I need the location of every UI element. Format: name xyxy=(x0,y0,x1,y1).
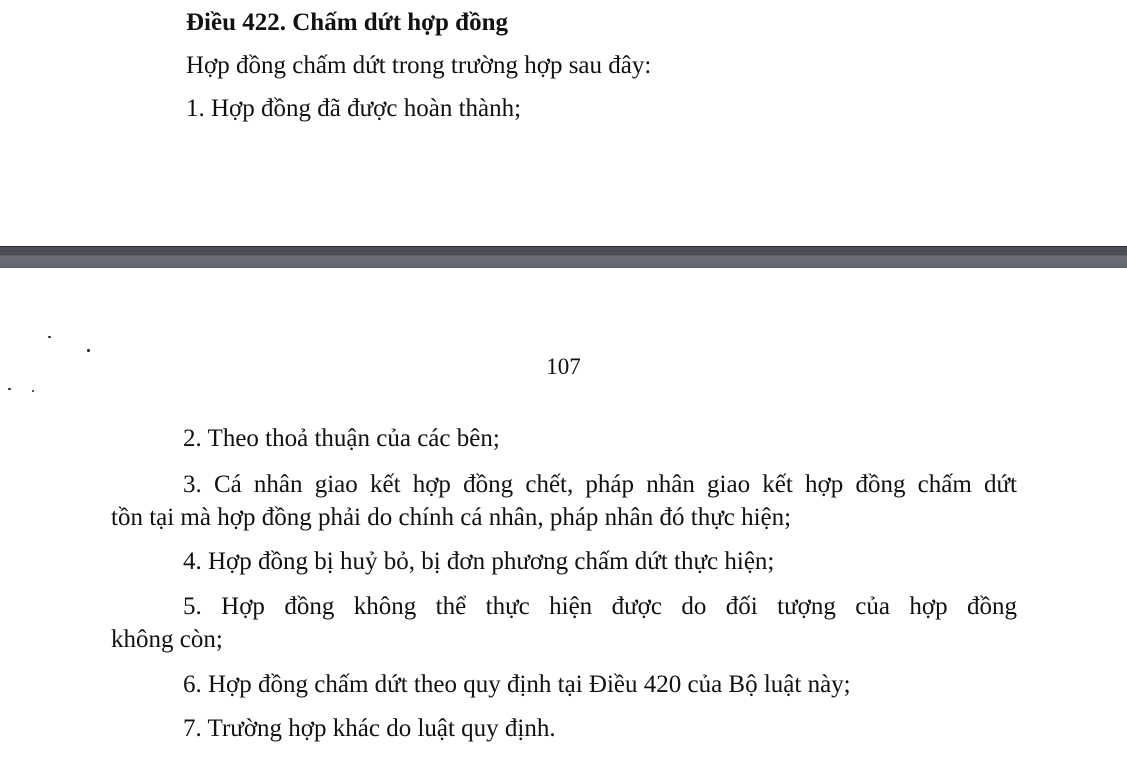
intro-text: Hợp đồng chấm dứt trong trường hợp sau đây: xyxy=(186,52,652,79)
page-number: 107 xyxy=(546,354,581,379)
scan-speck xyxy=(32,390,34,392)
list-item-7: 7. Trường hợp khác do luật quy định. xyxy=(183,715,556,742)
page-divider xyxy=(0,246,1127,269)
scan-speck xyxy=(87,349,90,352)
list-item-2: 2. Theo thoả thuận của các bên; xyxy=(183,425,500,452)
document-page-top xyxy=(0,0,1127,246)
scan-speck xyxy=(48,336,51,338)
article-heading: Điều 422. Chấm dứt hợp đồng xyxy=(186,9,508,36)
document-page-bottom xyxy=(0,268,1127,761)
list-item-1: 1. Hợp đồng đã được hoàn thành; xyxy=(186,95,522,122)
list-item-3-line-2: tồn tại mà hợp đồng phải do chính cá nhân, pháp nhân đó thực hiện; xyxy=(111,504,792,531)
list-item-4: 4. Hợp đồng bị huỷ bỏ, bị đơn phương chấm dứt thực hiện; xyxy=(183,548,775,575)
list-item-3-line-1: 3. Cá nhân giao kết hợp đồng chết, pháp nhân giao kết hợp đồng chấm dứt xyxy=(183,471,1017,498)
list-item-5-line-1: 5. Hợp đồng không thể thực hiện được do đối tượng của hợp đồng xyxy=(183,593,1017,620)
list-item-5-line-2: không còn; xyxy=(111,626,223,653)
scan-speck xyxy=(8,388,11,390)
list-item-6: 6. Hợp đồng chấm dứt theo quy định tại Điều 420 của Bộ luật này; xyxy=(183,671,851,698)
